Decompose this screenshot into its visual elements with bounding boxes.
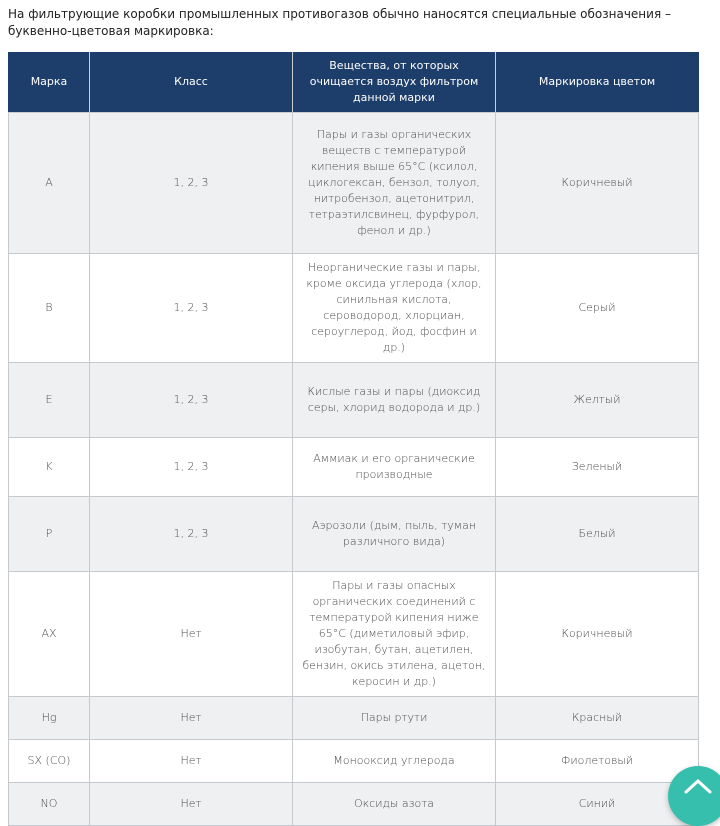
cell-substances: Аммиак и его органические производные [293, 438, 496, 497]
table-row [9, 113, 699, 254]
scroll-to-top-button[interactable] [668, 766, 720, 826]
cell-class: Нет [90, 783, 293, 826]
table-row [9, 363, 699, 438]
header-class: Класс [90, 52, 293, 113]
table-row [9, 572, 699, 697]
cell-class: Нет [90, 697, 293, 740]
marking-table [8, 52, 699, 826]
header-substances: Вещества, от которых очищается воздух фильтром данной марки [293, 52, 496, 113]
cell-class: 1, 2, 3 [90, 254, 293, 363]
table-row [9, 783, 699, 826]
table-row [9, 740, 699, 783]
cell-class: 1, 2, 3 [90, 363, 293, 438]
cell-color: Коричневый [496, 113, 699, 254]
table-header [9, 52, 699, 113]
cell-substances: Аэрозоли (дым, пыль, туман различного вида) [293, 497, 496, 572]
cell-class: 1, 2, 3 [90, 113, 293, 254]
cell-color: Коричневый [496, 572, 699, 697]
table-row [9, 497, 699, 572]
cell-mark: P [9, 497, 90, 572]
cell-substances: Кислые газы и пары (диоксид серы, хлорид водорода и др.) [293, 363, 496, 438]
cell-color: Желтый [496, 363, 699, 438]
cell-color: Белый [496, 497, 699, 572]
cell-substances: Пары и газы органических веществ с температурой кипения выше 65°С (ксилол, циклогексан, бензол, толуол, нитробензол, ацетонитрил, тетраэтилсвинец, фурфурол, фенол и др.) [293, 113, 496, 254]
header-color: Маркировка цветом [496, 52, 699, 113]
cell-class: Нет [90, 740, 293, 783]
cell-mark: E [9, 363, 90, 438]
cell-color: Синий [496, 783, 699, 826]
cell-substances: Пары и газы опасных органических соединений с температурой кипения ниже 65°С (диметиловый эфир, изобутан, бутан, ацетилен, бензин, окись этилена, ацетон, керосин и др.) [293, 572, 496, 697]
cell-class: 1, 2, 3 [90, 497, 293, 572]
cell-color: Красный [496, 697, 699, 740]
cell-substances: Пары ртути [293, 697, 496, 740]
table-body [9, 113, 699, 826]
cell-mark: K [9, 438, 90, 497]
table-row [9, 438, 699, 497]
header-row [9, 52, 699, 113]
chevron-up-icon [682, 776, 714, 796]
cell-color: Серый [496, 254, 699, 363]
table-row [9, 254, 699, 363]
cell-substances: Оксиды азота [293, 783, 496, 826]
cell-mark: NO [9, 783, 90, 826]
cell-mark: A [9, 113, 90, 254]
cell-substances: Монооксид углерода [293, 740, 496, 783]
cell-class: Нет [90, 572, 293, 697]
cell-color: Фиолетовый [496, 740, 699, 783]
intro-text: На фильтрующие коробки промышленных противогазов обычно наносятся специальные обозначения – буквенно-цветовая маркировка: [8, 7, 671, 38]
cell-mark: Hg [9, 697, 90, 740]
cell-mark: SX (CO) [9, 740, 90, 783]
cell-substances: Неорганические газы и пары, кроме оксида углерода (хлор, синильная кислота, сероводород, хлорциан, сероуглерод, йод, фосфин и др.) [293, 254, 496, 363]
table-row [9, 697, 699, 740]
header-mark: Марка [9, 52, 90, 113]
cell-mark: B [9, 254, 90, 363]
cell-class: 1, 2, 3 [90, 438, 293, 497]
cell-color: Зеленый [496, 438, 699, 497]
cell-mark: AX [9, 572, 90, 697]
